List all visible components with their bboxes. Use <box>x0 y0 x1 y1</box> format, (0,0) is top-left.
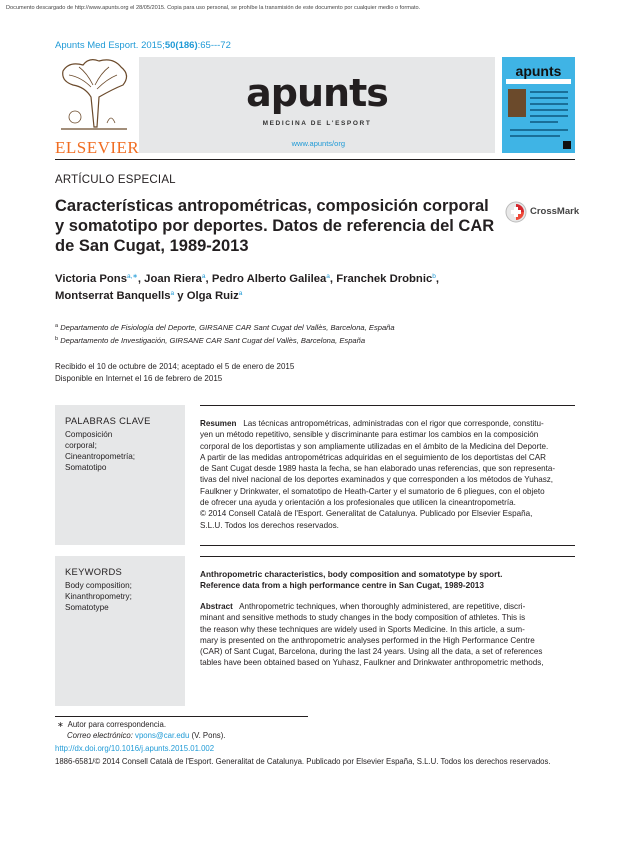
abstract-es-top-rule <box>200 405 575 406</box>
correspondence-label: Autor para correspondencia. <box>67 720 167 729</box>
author-affiliation-mark[interactable]: a <box>238 290 243 297</box>
abstract-en-line: tables have been obtained based on Yuhasz, Faulkner and Drinkwater anthropometric methods, <box>200 658 544 668</box>
affiliation-text: Departamento de Fisiología del Deporte, GIRSANE CAR Sant Cugat del Vallès, Barcelona, España <box>60 323 395 332</box>
abstract-es-label: Resumen <box>200 419 237 428</box>
abstract-es <box>200 418 575 531</box>
elsevier-logo[interactable] <box>55 57 140 157</box>
footnote-rule <box>55 716 308 717</box>
abstract-es-copyright: © 2014 Consell Català de l'Esport. Generalitat de Catalunya. Publicado por Elsevier España, <box>200 509 533 519</box>
affiliation-mark: b <box>55 336 59 342</box>
journal-url-link[interactable]: www.apunts/org <box>291 139 345 148</box>
abstract-es-line: A partir de las medidas antropométricas adquiridas en el seguimiento de los deportistas del CAR <box>200 452 546 462</box>
keyword: Kinanthropometry; <box>65 592 132 601</box>
author-affiliation-mark[interactable]: a <box>326 273 330 280</box>
abstract-es-line: Faulkner y Drinkwater, el somatotipo de Heath-Carter y el sumatorio de 6 pliegues, con el objeto <box>200 486 545 496</box>
header-rule <box>55 159 575 160</box>
journal-header <box>139 57 495 153</box>
keyword: Body composition; <box>65 581 132 590</box>
section-label: ARTÍCULO ESPECIAL <box>55 174 176 186</box>
cover-band <box>506 79 571 84</box>
author-separator: , <box>435 273 440 285</box>
abstract-en-label: Abstract <box>200 602 233 611</box>
keywords-en-box <box>55 556 185 706</box>
abstract-en-title-line: Reference data from a high performance centre in San Cugat, 1989-2013 <box>200 580 485 590</box>
doi-link[interactable]: http://dx.doi.org/10.1016/j.apunts.2015.01.002 <box>55 744 215 753</box>
crossmark-icon <box>505 201 527 223</box>
email-link[interactable]: vpons@car.edu <box>135 731 190 740</box>
author-separator: , <box>205 273 212 285</box>
abstract-en-title <box>200 569 575 591</box>
footnote-mark: ∗ <box>57 720 64 729</box>
copyright-line: 1886-6581/© 2014 Consell Català de l'Esport. Generalitat de Catalunya. Publicado por Elsevier España, S.L.U. Todos los derechos reservados. <box>55 757 551 766</box>
email-label: Correo electrónico: <box>67 731 133 740</box>
author-name: Pedro Alberto Galilea <box>211 273 327 285</box>
abstract-en-title-line: Anthropometric characteristics, body composition and somatotype by sport. <box>200 569 503 579</box>
elsevier-tree-icon <box>55 57 133 131</box>
author-name: Montserrat Banquells <box>55 290 171 302</box>
affiliation-mark: a <box>55 323 59 329</box>
publisher-wordmark: ELSEVIER <box>55 138 140 157</box>
author-name: Joan Riera <box>144 273 202 285</box>
abstract-en <box>200 601 575 669</box>
author-affiliation-mark[interactable]: a,∗ <box>127 273 138 280</box>
citation-pages: :65---72 <box>197 40 231 51</box>
abstract-es-copyright: S.L.U. Todos los derechos reservados. <box>200 520 339 530</box>
author-list <box>55 271 525 305</box>
keywords-es-list <box>65 429 175 473</box>
abstract-en-line: the reason why these techniques are widely used in Sports Medicine. In this article, a sum- <box>200 624 525 634</box>
cover-image <box>508 89 526 117</box>
abstract-en-line: mary is presented on the anthropometric analyses performed in the High Performance Centre <box>200 635 535 645</box>
abstract-es-bottom-rule <box>200 545 575 546</box>
abstract-en-line: minant and sensitive methods to study changes in the body composition of athletes. This is <box>200 613 526 623</box>
abstract-en-top-rule <box>200 556 575 557</box>
received-date: Recibido el 10 de octubre de 2014; aceptado el 5 de enero de 2015 <box>55 362 295 371</box>
author-name: Olga Ruiz <box>186 290 239 302</box>
abstract-es-line: de ofrecer una ayuda y orientación a los profesionales que utilicen la cineantropometría. <box>200 498 516 508</box>
affiliation-a <box>55 323 395 333</box>
affiliation-b <box>55 336 365 346</box>
keywords-es-heading: PALABRAS CLAVE <box>65 415 151 426</box>
keywords-en-heading: KEYWORDS <box>65 566 123 577</box>
author-separator: , <box>329 273 337 285</box>
keyword: Composición <box>65 430 113 439</box>
crossmark-label: CrossMark <box>530 206 580 217</box>
footnote-email <box>67 730 225 741</box>
author-affiliation-mark[interactable]: a <box>170 290 175 297</box>
download-notice: Documento descargado de http://www.apunts.org el 28/05/2015. Copia para uso personal, se prohíbe la transmisión de este documento por cualquier medio o formato. <box>6 5 421 11</box>
abstract-es-line: tivas del nivel nacional de los deportes examinados y que corresponden a los métodos de Yuhasz, <box>200 475 554 485</box>
cover-logo-icon <box>563 141 571 149</box>
author-separator: , <box>137 273 145 285</box>
author-affiliation-mark[interactable]: a <box>201 273 206 280</box>
online-date: Disponible en Internet el 16 de febrero de 2015 <box>55 374 223 383</box>
keyword: Somatotipo <box>65 463 107 472</box>
affiliation-text: Departamento de Investigación, GIRSANE CAR Sant Cugat del Vallès, Barcelona, España <box>60 336 366 345</box>
keyword: Somatotype <box>65 603 109 612</box>
author-separator: y <box>174 290 187 302</box>
journal-logo: apunts <box>246 71 388 115</box>
abstract-es-line: de Sant Cugat desde 1989 hasta la fecha, se han elaborado unas referencias, que son representa- <box>200 464 556 474</box>
abstract-es-line: yen un método repetitivo, sensible y discriminante para estimar los cambios en la composición <box>200 430 539 440</box>
author-name: Victoria Pons <box>55 273 127 285</box>
article-title: Características antropométricas, composición corporal y somatotipo por deportes. Datos de referencia del CAR de San Cugat, 1989-2013 <box>55 197 495 255</box>
journal-subtitle: MEDICINA DE L'ESPORT <box>262 120 372 127</box>
journal-citation[interactable] <box>55 40 231 51</box>
journal-cover-thumbnail[interactable] <box>502 57 575 153</box>
abstract-en-line: Anthropometric techniques, when thoroughly administered, are repetitive, discri- <box>239 602 526 611</box>
author-affiliation-mark[interactable]: b <box>432 273 436 280</box>
footnote-correspondence <box>55 719 166 730</box>
keyword: corporal; <box>65 441 97 450</box>
keyword: Cineantropometría; <box>65 452 136 461</box>
abstract-es-line: corporal de los deportistas y son ampliamente utilizadas en el ámbito de la Medicina del Deporte. <box>200 441 549 451</box>
citation-journal: Apunts Med Esport. <box>55 40 139 51</box>
citation-volume: 50(186) <box>164 40 198 51</box>
author-name: Franchek Drobnic <box>336 273 433 285</box>
email-suffix: (V. Pons). <box>191 731 226 740</box>
citation-year: 2015; <box>141 40 165 51</box>
abstract-en-line: (CAR) of Sant Cugat, Barcelona, during the last 24 years. Using all the data, a set of references <box>200 647 543 657</box>
crossmark-badge[interactable] <box>505 201 580 225</box>
article-dates <box>55 361 294 385</box>
keywords-es-box <box>55 405 185 545</box>
cover-title: apunts <box>515 63 562 79</box>
keywords-en-list <box>65 580 175 613</box>
abstract-es-line: Las técnicas antropométricas, administradas con el rigor que corresponde, constitu- <box>243 419 544 428</box>
